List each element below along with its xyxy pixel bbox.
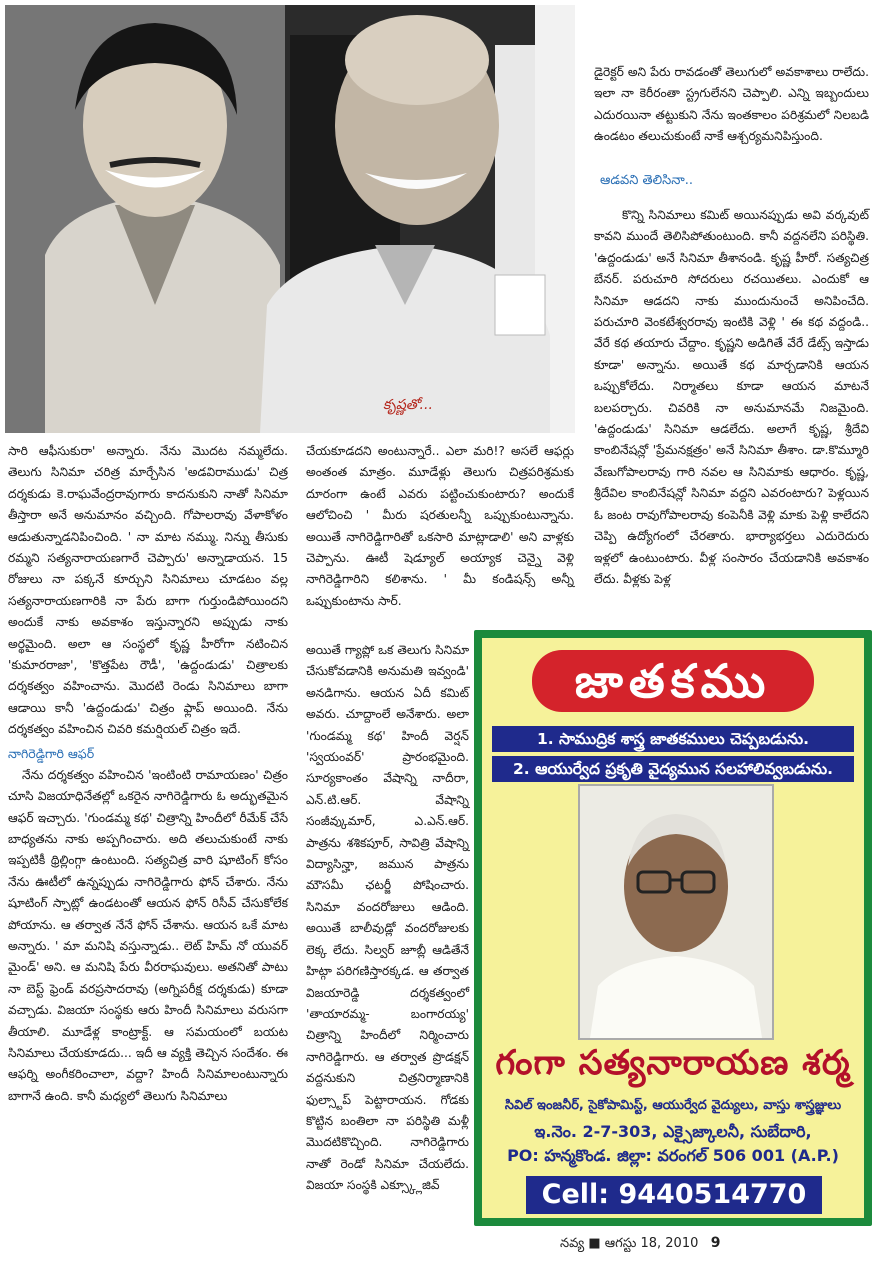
paragraph: చేయకూడదని అంటున్నారే.. ఎలా మరి!? అసలే ఆఫర్లు అంతంత మాత్రం. మూడేళ్లు తెలుగు చిత్రపరిశ్రమకు దూరంగా ఉంటే ఎవరు పట్టించుకుంటారు? అందుకే ఆలోచించి ' మీరు షరతులన్నీ ఒప్పుకుంటున్నాను. అయితే నాగిరెడ్డిగారితో ఒకసారి మాట్లాడాలి' అని వాళ్లకు చెప్పాను. ఊటీ షెడ్యూల్ అయ్యాక చెన్నై వెళ్లి నాగిరెడ్డిగారిని కలిశాను. ' మీ కండిషన్స్ అన్నీ ఒప్పుకుంటాను సార్.: [306, 444, 574, 608]
photo-caption: కృష్ణతో...: [383, 397, 433, 413]
advertiser-address-2: PO: హన్మకొండ. జిల్లా: వరంగల్ 506 001 (A.P.): [507, 1146, 839, 1165]
advertiser-address-1: ఇ.నెం. 2-7-303, ఎక్సైజ్కాలనీ, సుబేదారి,: [534, 1122, 812, 1141]
advertiser-qualifications: సివిల్ ఇంజనీర్, సైకోపామిస్ట్, ఆయుర్వేద వైద్యులు, వాస్తు శాస్త్రజ్ఞులు: [504, 1098, 842, 1113]
page-footer: [560, 1235, 721, 1254]
issue-date: ఆగస్టు 18, 2010: [604, 1236, 699, 1251]
advertiser-phone: Cell: 9440514770: [526, 1176, 822, 1214]
publication-name: నవ్య: [560, 1236, 585, 1251]
article-column-middle-narrow: [306, 640, 469, 1197]
ad-service-line-2: 2. ఆయుర్వేద ప్రకృతి వైద్యమున సలహాలివ్వబడును.: [492, 756, 854, 782]
paragraph: అయితే గ్యాప్లో ఒక తెలుగు సినిమా చేసుకోవడానికి అనుమతి ఇవ్వండి' అనడిగాను. ఆయన ఏదీ కమిట్ అవరు. చూద్దాంలే అనేశారు. అలా 'గుండమ్మ కథ' హిందీ వెర్షన్ 'స్వయంవర్' ప్రారంభమైంది. సూర్యకాంతం వేషాన్ని నాదీరా, ఎన్.టి.ఆర్. వేషాన్ని సంజీవ్కుమార్, ఎ.ఎన్.ఆర్. పాత్రను శశికపూర్, సావిత్రి వేషాన్ని విద్యాసిన్హా, జమున పాత్రను మౌసమీ ఛటర్జీ పోషించారు. సినిమా వందరోజులు ఆడింది. అయితే బాలీవుడ్లో వందరోజులకు లెక్క లేదు. సిల్వర్ జూబ్లీ ఆడితేనే హిట్గా పరిగణిస్తారక్కడ. ఆ తర్వాత విజయారెడ్డి దర్శకత్వంలో 'తాయారమ్మ- బంగారయ్య' చిత్రాన్ని హిందీలో నిర్మించారు నాగిరెడ్డిగారు. ఆ తర్వాత ప్రొడక్షన్ వద్దనుకుని చిత్రనిర్మాణానికి ఫుల్స్టాప్ పెట్టారాయన. గోడకు కొట్టిన బంతిలా నా పరిస్థితి మళ్లీ మొదటికొచ్చింది. నాగిరెడ్డిగారు నాతో రెండో సినిమా చేయలేదు. విజయా సంస్థకి ఎక్స్క్లూజివ్: [306, 643, 469, 1193]
ad-panel: [482, 638, 864, 1218]
paragraph: నేను దర్శకత్వం వహించిన 'ఇంటింటి రామాయణం' చిత్రం చూసి విజయాధినేతల్లో ఒకరైన నాగిరెడ్డిగారు ఓ అద్భుతమైన ఆఫర్ ఇచ్చారు. 'గుండమ్మ కథ' చిత్రాన్ని హిందీలో రీమేక్ చేసే బాధ్యతను నాకు అప్పగించారు. అది తలుచుకుంటే నాకు ఇప్పటికీ థ్రిల్లింగ్గా ఉంటుంది. సత్యచిత్ర వారి షూటింగ్ కోసం నేను ఊటీలో ఉన్నప్పుడు నాగిరెడ్డిగారు ఫోన్ చేశారు. నేను షూటింగ్ స్పాట్లో ఉండటంతో ఆయన ఫోన్ రిసీవ్ చేసుకోలేక పోయాను. ఆ తర్వాత నేనే ఫోన్ చేశాను. ఆయన ఒకే మాట అన్నారు. ' మా మనిషి వస్తున్నాడు.. లెట్ హిమ్ నో యువర్ మైండ్' అని. ఆ మనిషి పేరు వీరరాఘవులు. అతనితో పాటు నా బెస్ట్ ఫ్రెండ్ వరప్రసాదరావు (అగ్నిపరీక్ష దర్శకుడు) కూడా వచ్చాడు. విజయా సంస్థకు ఆరు హిందీ సినిమాలు వరుసగా తీయాలి. మూడేళ్ల కాంట్రాక్ట్. ఆ సమయంలో బయట సినిమాలు చేయకూడదు... ఇదీ ఆ వ్యక్తి తెచ్చిన సందేశం. ఈ ఆఫర్ని అంగీకరించాలా, వద్దా? హిందీ సినిమాలంటున్నారు బాగానే ఉంది. కానీ మధ్యలో తెలుగు సినిమాలు: [8, 767, 288, 1103]
advertiser-photo: [578, 784, 774, 1040]
photo-illustration: [5, 5, 575, 433]
astrology-advertisement: [474, 630, 872, 1226]
photo-krishna-and-director: [5, 5, 575, 433]
paragraph: సారి ఆఫీసుకురా' అన్నారు. నేను మొదట నమ్మలేదు. తెలుగు సినిమా చరిత్ర మార్చేసిన 'అడవిరాముడు' చిత్ర దర్శకుడు కె.రాఘవేంద్రరావుగారు కాదనుకుని నాతో సినిమా తీస్తారా అనే అనుమానం వచ్చింది. గోపాలరావు వేళాకోళం ఆడుతున్నాడనిపించింది. ' నా మాట నమ్ము. నిన్ను తీసుకు రమ్మని సత్యనారాయణగారే చెప్పారు' అన్నాడాయన. 15 రోజులు నా పక్కనే కూర్చుని సినిమాలు చూడటం వల్ల సత్యనారాయణగారికి నా పేరు బాగా గుర్తుండిపోయిందని అందుకే నాకు అవకాశం ఇస్తున్నారని అప్పుడు నాకు అర్థమైంది. అలా ఆ సంస్థలో కృష్ణ హీరోగా నటించిన 'కుమారరాజా', 'కొత్తపేట రౌడీ', 'ఉద్దండుడు' చిత్రాలకు దర్శకత్వం వహించాను. మొదటి రెండు సినిమాలు బాగా ఆడాయి కానీ 'ఉద్దండుడు' చిత్రం ఫ్లాప్ అయింది. నేను దర్శకత్వం వహించిన చివరి కమర్షియల్ చిత్రం ఇదే.: [8, 444, 288, 737]
article-column-left: [8, 441, 288, 1107]
article-column-middle: [306, 441, 574, 612]
section-heading-adavani: ఆడవని తెలిసినా..: [600, 173, 694, 188]
footer-separator-icon: ■: [588, 1236, 601, 1251]
section-heading-nagireddy: నాగిరెడ్డిగారి ఆఫర్: [8, 745, 95, 761]
ad-title: జాతకము: [532, 650, 814, 712]
paragraph: డైరెక్టర్ అని పేరు రావడంతో తెలుగులో అవకాశాలు రాలేదు. ఇలా నా కెరీరంతా స్ట్రగులేనని చెప్పాలి. ఎన్ని ఇబ్బందులు ఎదురయినా తట్టుకుని నేను ఇంతకాలం పరిశ్రమలో నిలబడి ఉండటం తలుచుకుంటే నాకే ఆశ్చర్యమనిపిస్తుంది.: [594, 65, 869, 144]
advertiser-name: గంగా సత్యనారాయణ శర్మ: [495, 1043, 851, 1083]
article-column-top-right: [594, 62, 869, 148]
page-number: 9: [710, 1235, 721, 1251]
article-column-top-right-2: [594, 205, 869, 590]
ad-service-line-1: 1. సాముద్రిక శాస్త్ర జాతకములు చెప్పబడును.: [492, 726, 854, 752]
paragraph: కొన్ని సినిమాలు కమిట్ అయినప్పుడు అవి వర్కవుట్ కావని ముందే తెలిసిపోతుంటుంది. కానీ వద్దనలేని పరిస్థితి. 'ఉద్దండుడు' అనే సినిమా తీశానండి. కృష్ణ హీరో. సత్యచిత్ర బేనర్. పరుచూరి సోదరులు రచయితలు. ఎందుకో ఆ సినిమా ఆడదని నాకు ముందునుంచే అనిపించేది. పరుచూరి వెంకటేశ్వరరావు ఇంటికి వెళ్లి ' ఈ కథ వద్దండి.. వేరే కథ తయారు చేద్దాం. కృష్ణని అడిగితే వేరే డేట్స్ ఇస్తాడు కూడా' అన్నాను. అయితే కథ మార్చడానికి ఆయన ఒప్పుకోలేదు. నిర్మాతలు కూడా ఆయన మాటనే బలపర్చారు. చివరికి నా అనుమానమే నిజమైంది. 'ఉద్దండుడు' సినిమా ఆడలేదు. అలాగే కృష్ణ, శ్రీదేవి కాంబినేషన్లో 'ప్రేమనక్షత్రం' అనే సినిమా తీశాం. డా.కొమ్మూరి వేణుగోపాలరావు గారి నవల ఆ సినిమాకు ఆధారం. కృష్ణ, శ్రీదేవిల కాంబినేషన్లో సినిమా వద్దని ఎవరంటారు? పెళ్లయిన ఓ జంట రావుగోపాలరావు కంపెనీకి వెళ్లి మాకు పెళ్లి కాలేదని చెప్పి ఉద్యోగంలో చేరతారు. భార్యాభర్తలు ఎదురెదురు ఇళ్లలో ఉంటుంటారు. వీళ్ల సంసారం చేయడానికి అవకాశం లేదు. వీళ్లకు పెళ్ల: [594, 208, 869, 586]
advertiser-portrait: [580, 786, 772, 1038]
